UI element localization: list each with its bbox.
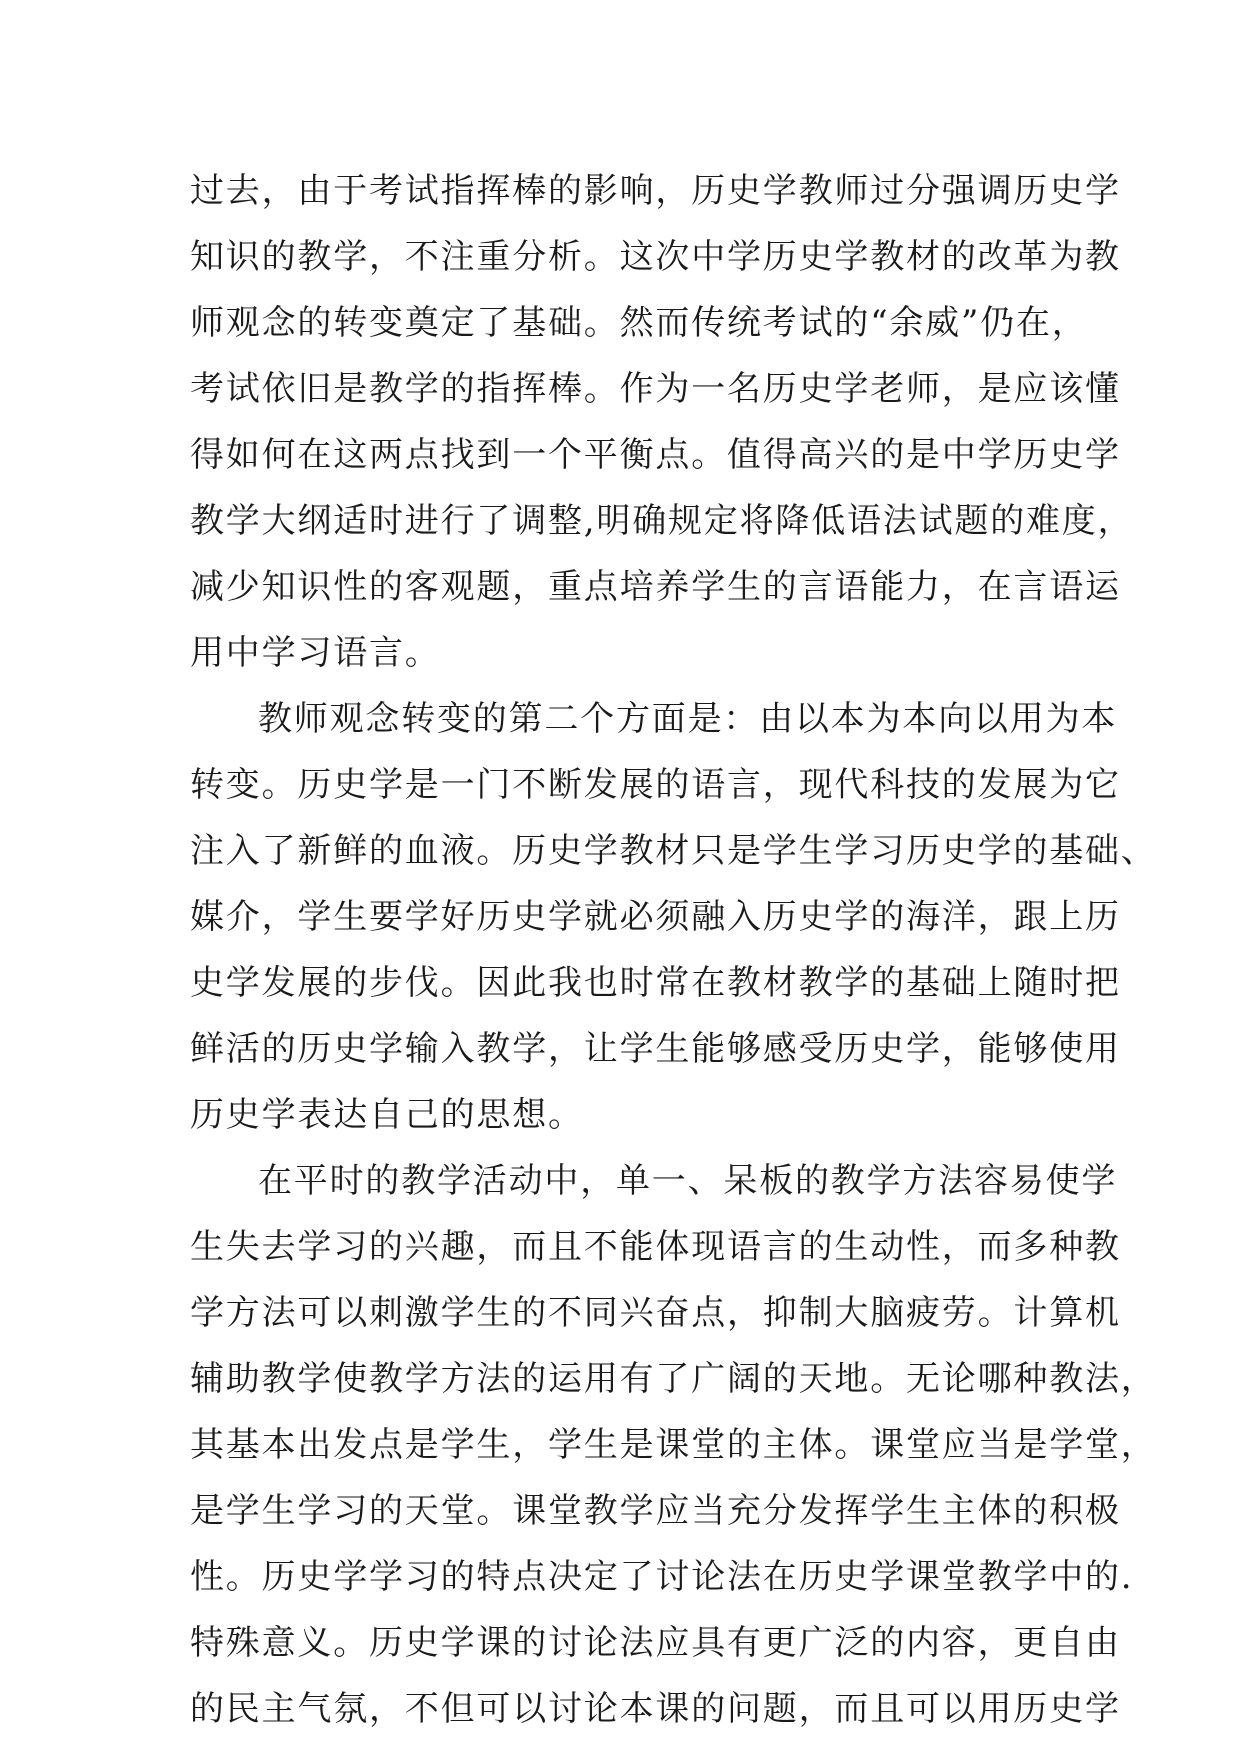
text-line: 鲜活的历史学输入教学，让学生能够感受历史学，能够使用 [190,1029,1121,1069]
text-line: 注入了新鲜的血液。历史学教材只是学生学习历史学的基础、 [190,831,1157,871]
text-line: 教学大纲适时进行了调整,明确规定将降低语法试题的难度， [190,501,1134,541]
text-line: 媒介，学生要学好历史学就必须融入历史学的海洋，跟上历 [190,897,1121,937]
text-line: 过去，由于考试指挥棒的影响，历史学教师过分强调历史学 [190,171,1121,211]
body-text [190,158,1157,1742]
text-line: 史学发展的步伐。因此我也时常在教材教学的基础上随时把 [190,963,1121,1003]
text-line: 转变。历史学是一门不断发展的语言，现代科技的发展为它 [190,765,1121,805]
text-line: 知识的教学，不注重分析。这次中学历史学教材的改革为教 [190,237,1121,277]
text-line: 减少知识性的客观题，重点培养学生的言语能力，在言语运 [190,567,1121,607]
text-line: 的民主气氛，不但可以讨论本课的问题，而且可以用历史学 [190,1689,1121,1729]
text-line: 师观念的转变奠定了基础。然而传统考试的“余威”仍在， [190,303,1088,343]
text-line: 特殊意义。历史学课的讨论法应具有更广泛的内容，更自由 [190,1623,1121,1663]
text-line: 生失去学习的兴趣，而且不能体现语言的生动性，而多种教 [190,1227,1121,1267]
paragraph-start-line: 教师观念转变的第二个方面是：由以本为本向以用为本 [258,699,1118,739]
text-line: 是学生学习的天堂。课堂教学应当充分发挥学生主体的积极 [190,1491,1121,1531]
text-line: 其基本出发点是学生，学生是课堂的主体。课堂应当是学堂， [190,1425,1157,1465]
text-line: 学方法可以刺激学生的不同兴奋点，抑制大脑疲劳。计算机 [190,1293,1121,1333]
paragraph-start-line: 在平时的教学活动中，单一、呆板的教学方法容易使学 [258,1161,1118,1201]
text-line: 用中学习语言。 [190,633,441,673]
text-line: 考试依旧是教学的指挥棒。作为一名历史学老师，是应该懂 [190,369,1121,409]
text-line: 历史学表达自己的思想。 [190,1095,584,1135]
text-line: 得如何在这两点找到一个平衡点。值得高兴的是中学历史学 [190,435,1121,475]
text-line: 辅助教学使教学方法的运用有了广阔的天地。无论哪种教法， [190,1359,1157,1399]
text-line: 性。历史学学习的特点决定了讨论法在历史学课堂教学中的. [190,1557,1134,1597]
